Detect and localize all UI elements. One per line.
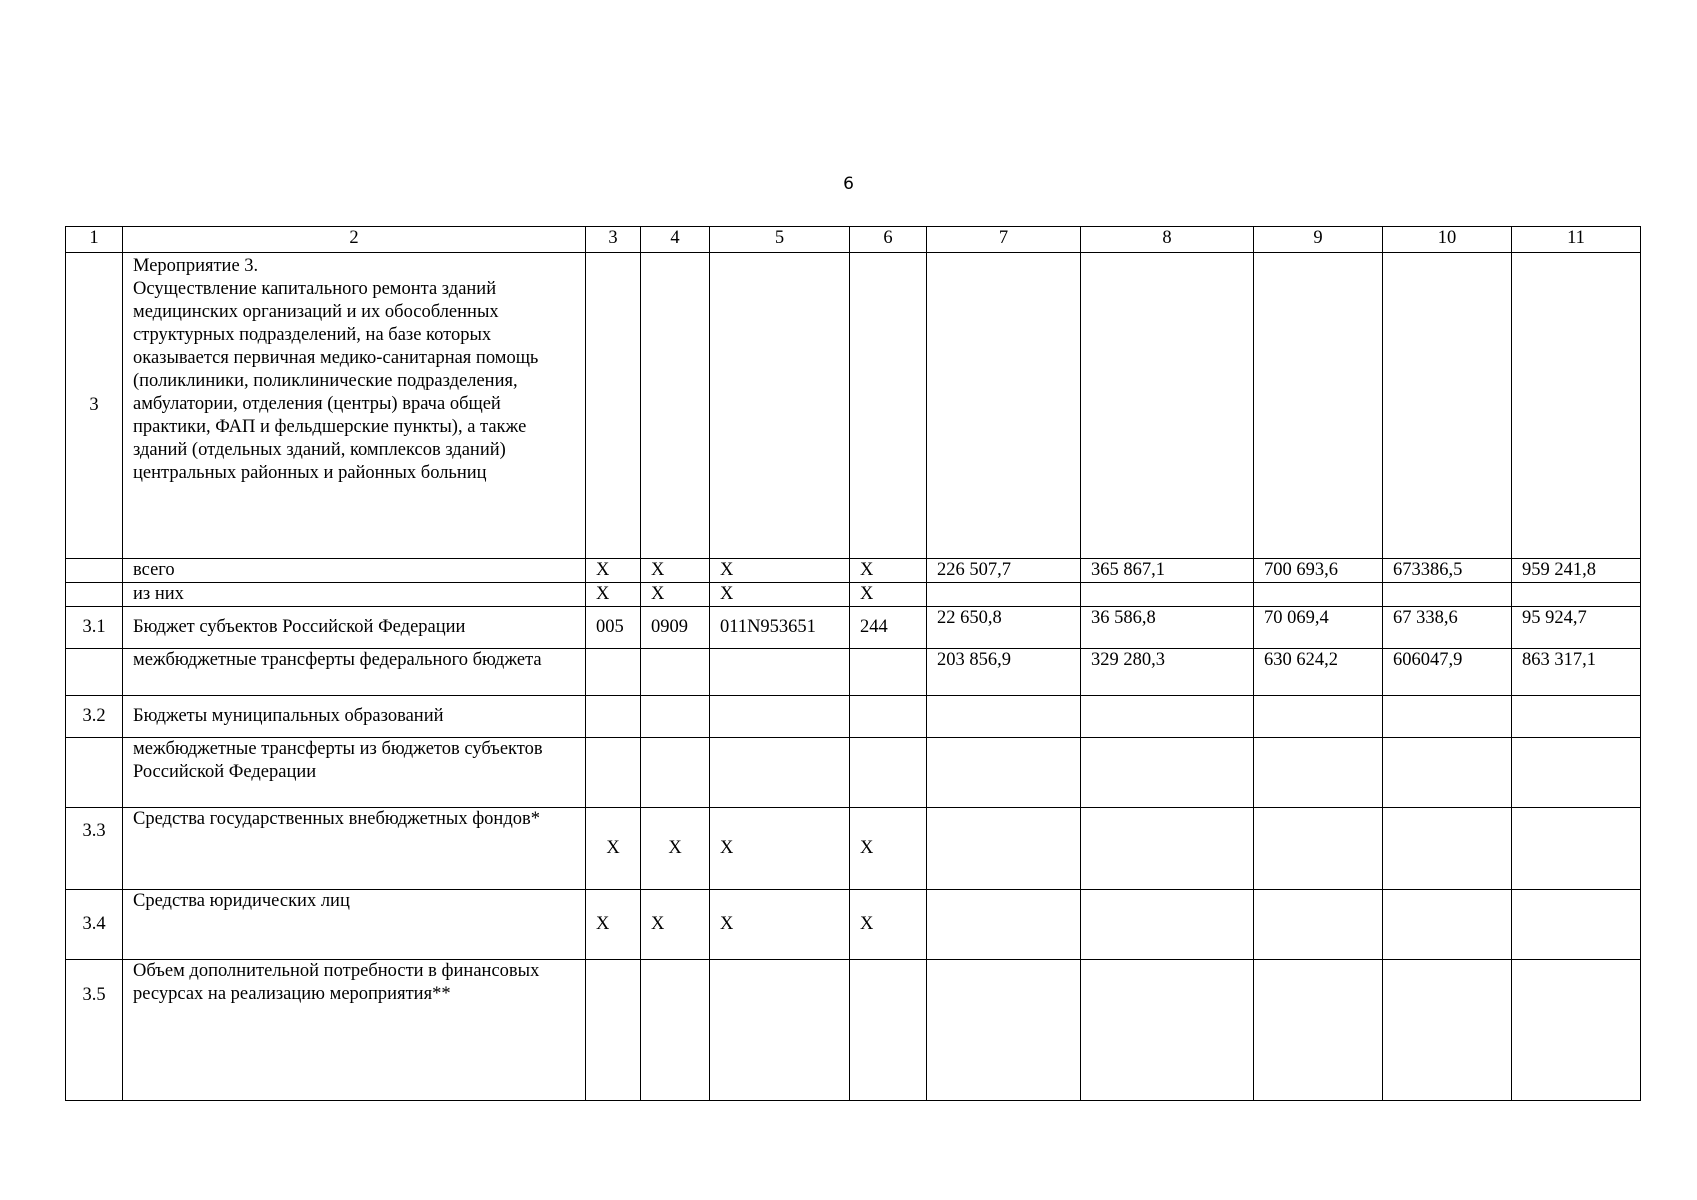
cell [850, 649, 927, 696]
cell [927, 253, 1081, 559]
table-row-3-5 [66, 960, 1641, 1101]
table-row-interbudget-federal [66, 649, 1641, 696]
row-number [66, 649, 123, 696]
cell [586, 960, 641, 1101]
cell [1383, 960, 1512, 1101]
cell [850, 960, 927, 1101]
cell-x: X [641, 890, 710, 960]
cell [641, 253, 710, 559]
value-cell: 203 856,9 [927, 649, 1081, 696]
cell [1383, 583, 1512, 607]
cell [927, 960, 1081, 1101]
cell [1081, 738, 1254, 808]
cell [1512, 696, 1641, 738]
cell [1512, 738, 1641, 808]
column-number: 8 [1081, 227, 1254, 253]
value-cell: 70 069,4 [1254, 607, 1383, 649]
cell [1512, 583, 1641, 607]
cell [586, 738, 641, 808]
cell-x: X [586, 890, 641, 960]
code-cell: 244 [850, 607, 927, 649]
cell [850, 738, 927, 808]
value-cell: 673386,5 [1383, 559, 1512, 583]
cell [1081, 253, 1254, 559]
column-number: 5 [710, 227, 850, 253]
value-cell: 22 650,8 [927, 607, 1081, 649]
cell-x: X [710, 890, 850, 960]
column-number: 7 [927, 227, 1081, 253]
cell-x: X [710, 559, 850, 583]
cell-x: X [850, 890, 927, 960]
cell [1383, 253, 1512, 559]
cell-x: X [710, 583, 850, 607]
cell [1254, 696, 1383, 738]
cell [1254, 890, 1383, 960]
cell [710, 253, 850, 559]
row-number: 3.4 [66, 890, 123, 960]
row-label: Средства государственных внебюджетных фондов* [123, 808, 586, 890]
cell [641, 960, 710, 1101]
row-label: Бюджеты муниципальных образований [123, 696, 586, 738]
cell [1512, 890, 1641, 960]
cell [1254, 738, 1383, 808]
cell [1254, 808, 1383, 890]
cell [586, 649, 641, 696]
row-label: межбюджетные трансферты из бюджетов субъектов Российской Федерации [123, 738, 586, 808]
column-number: 3 [586, 227, 641, 253]
row-number [66, 738, 123, 808]
table-row-3-3 [66, 808, 1641, 890]
row-label: Средства юридических лиц [123, 890, 586, 960]
row-number: 3.5 [66, 960, 123, 1101]
cell [1081, 696, 1254, 738]
row-number: 3.3 [66, 808, 123, 890]
value-cell: 863 317,1 [1512, 649, 1641, 696]
value-cell: 329 280,3 [1081, 649, 1254, 696]
cell-x: X [850, 559, 927, 583]
value-cell: 700 693,6 [1254, 559, 1383, 583]
cell [586, 696, 641, 738]
cell-x: X [641, 559, 710, 583]
cell [641, 696, 710, 738]
table-row-total [66, 559, 1641, 583]
code-cell: 005 [586, 607, 641, 649]
row-label: всего [123, 559, 586, 583]
cell [710, 649, 850, 696]
cell [1081, 890, 1254, 960]
column-number: 1 [66, 227, 123, 253]
cell [1254, 253, 1383, 559]
table-row-3-1 [66, 607, 1641, 649]
cell [1512, 960, 1641, 1101]
value-cell: 606047,9 [1383, 649, 1512, 696]
cell [1081, 960, 1254, 1101]
cell [927, 890, 1081, 960]
value-cell: 959 241,8 [1512, 559, 1641, 583]
cell-x: X [586, 808, 641, 890]
row-number [66, 559, 123, 583]
cell-x: X [850, 583, 927, 607]
budget-table [65, 226, 1641, 1101]
cell [586, 253, 641, 559]
cell [641, 738, 710, 808]
event-title: Мероприятие 3. [133, 256, 259, 276]
value-cell: 36 586,8 [1081, 607, 1254, 649]
value-cell: 226 507,7 [927, 559, 1081, 583]
column-number: 2 [123, 227, 586, 253]
column-number: 6 [850, 227, 927, 253]
row-number: 3.2 [66, 696, 123, 738]
cell [850, 696, 927, 738]
event-cell [123, 253, 586, 559]
row-label: Бюджет субъектов Российской Федерации [123, 607, 586, 649]
cell [1254, 960, 1383, 1101]
row-number [66, 583, 123, 607]
code-cell: 011N953651 [710, 607, 850, 649]
code-cell: 0909 [641, 607, 710, 649]
cell [1081, 808, 1254, 890]
cell [927, 583, 1081, 607]
cell [1383, 738, 1512, 808]
page-number: 6 [843, 174, 854, 194]
row-number: 3 [66, 253, 123, 559]
row-number: 3.1 [66, 607, 123, 649]
cell [1512, 808, 1641, 890]
cell [1081, 583, 1254, 607]
cell [710, 696, 850, 738]
value-cell: 630 624,2 [1254, 649, 1383, 696]
table-row-3-2 [66, 696, 1641, 738]
table-row-3-4 [66, 890, 1641, 960]
cell [1512, 253, 1641, 559]
column-number: 9 [1254, 227, 1383, 253]
cell [927, 696, 1081, 738]
value-cell: 95 924,7 [1512, 607, 1641, 649]
table-row-event-3 [66, 253, 1641, 559]
row-label: из них [123, 583, 586, 607]
cell [1254, 583, 1383, 607]
value-cell: 67 338,6 [1383, 607, 1512, 649]
cell [1383, 696, 1512, 738]
row-label: Объем дополнительной потребности в финансовых ресурсах на реализацию мероприятия** [123, 960, 586, 1101]
column-number: 10 [1383, 227, 1512, 253]
cell-x: X [641, 808, 710, 890]
cell [927, 808, 1081, 890]
cell [850, 253, 927, 559]
value-cell: 365 867,1 [1081, 559, 1254, 583]
table-row-interbudget-regional [66, 738, 1641, 808]
cell-x: X [710, 808, 850, 890]
cell [710, 738, 850, 808]
cell [1383, 808, 1512, 890]
row-label: межбюджетные трансферты федерального бюджета [123, 649, 586, 696]
cell-x: X [586, 559, 641, 583]
event-description: Осуществление капитального ремонта зданий медицинских организаций и их обособленных структурных подразделений, на базе которых оказывается первичная медико-санитарная помощь (поликлиники, поликлинические подразделения, амбулатории, отделения (центры) врача общей практики, ФАП и фельдшерские пункты), а также зданий (отдельных зданий, комплексов зданий) центральных районных и районных больниц [133, 279, 539, 483]
cell [641, 649, 710, 696]
column-number: 4 [641, 227, 710, 253]
cell [710, 960, 850, 1101]
cell-x: X [641, 583, 710, 607]
column-number-row [66, 227, 1641, 253]
cell [1383, 890, 1512, 960]
cell-x: X [586, 583, 641, 607]
column-number: 11 [1512, 227, 1641, 253]
table-row-of-them [66, 583, 1641, 607]
cell-x: X [850, 808, 927, 890]
cell [927, 738, 1081, 808]
